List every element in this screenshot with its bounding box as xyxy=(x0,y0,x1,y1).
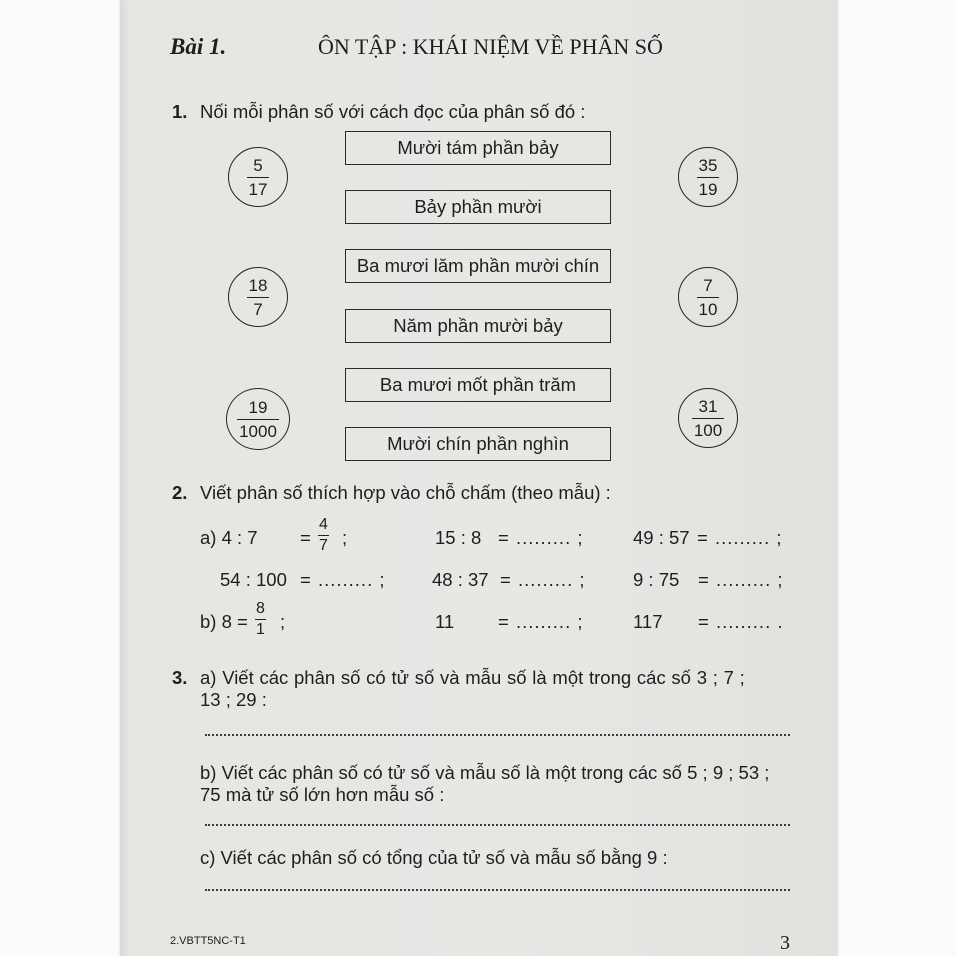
reading-box-4 xyxy=(345,309,611,343)
q2b-label: b) 8 = xyxy=(200,611,248,632)
q2-blank: = ......... ; xyxy=(300,569,386,590)
q2-blank: = ......... . xyxy=(698,611,784,632)
reading-box-6 xyxy=(345,427,611,461)
reading-text: Bảy phần mười xyxy=(414,196,542,217)
fraction-circle-left-1 xyxy=(228,147,288,207)
q3a-text-line2: 13 ; 29 : xyxy=(200,689,267,710)
reading-text: Ba mươi mốt phần trăm xyxy=(379,374,577,395)
q1-number: 1. xyxy=(172,101,188,122)
q2-expr: 48 : 37 xyxy=(432,569,489,590)
q2b-example-fraction xyxy=(255,600,266,639)
reading-text: Mười tám phần bảy xyxy=(397,137,559,158)
denominator: 100 xyxy=(692,418,724,440)
q3b-text-line1: b) Viết các phân số có tử số và mẫu số là một trong các số 5 ; 9 ; 53 ; xyxy=(200,762,770,783)
q2-blank: = ......... ; xyxy=(698,569,784,590)
q2-expr: 11 xyxy=(435,611,455,632)
fraction xyxy=(237,398,279,441)
q2a-example-fraction xyxy=(318,516,329,555)
q2-expr: 49 : 57 xyxy=(633,527,690,548)
numerator: 35 xyxy=(698,155,718,175)
q2-expr: 9 : 75 xyxy=(633,569,680,590)
q2-blank: = ......... ; xyxy=(498,611,584,632)
q3c-answer-line xyxy=(205,889,790,891)
fraction-circle-left-3 xyxy=(226,388,290,450)
numerator: 31 xyxy=(698,396,718,416)
reading-text: Mười chín phần nghìn xyxy=(387,433,569,454)
fraction-circle-right-1 xyxy=(678,147,738,207)
denominator: 19 xyxy=(697,177,720,199)
lesson-title: ÔN TẬP : KHÁI NIỆM VỀ PHÂN SỐ xyxy=(318,34,663,59)
fraction-circle-right-3 xyxy=(678,388,738,448)
reading-box-2 xyxy=(345,190,611,224)
book-code: 2.VBTT5NC-T1 xyxy=(170,935,246,947)
q3a-text-line1: a) Viết các phân số có tử số và mẫu số là một trong các số 3 ; 7 ; xyxy=(200,667,745,688)
numerator: 18 xyxy=(248,275,268,295)
numerator: 5 xyxy=(253,155,263,175)
denominator: 10 xyxy=(697,297,720,319)
denominator: 1000 xyxy=(237,419,279,441)
numerator: 19 xyxy=(248,397,268,417)
numerator: 7 xyxy=(703,275,713,295)
reading-box-3 xyxy=(345,249,611,283)
fraction xyxy=(697,156,720,199)
numerator: 4 xyxy=(319,516,328,533)
lesson-number: Bài 1. xyxy=(170,34,227,59)
q3b-answer-line xyxy=(205,824,790,826)
q2a-equals: = xyxy=(300,527,311,548)
fraction xyxy=(692,397,724,440)
reading-box-1 xyxy=(345,131,611,165)
fraction xyxy=(247,156,270,199)
q1-prompt: Nối mỗi phân số với cách đọc của phân số đó : xyxy=(200,101,586,122)
denominator: 7 xyxy=(247,297,270,319)
denominator: 17 xyxy=(247,177,270,199)
fraction-circle-right-2 xyxy=(678,267,738,327)
fraction-circle-left-2 xyxy=(228,267,288,327)
q3-number: 3. xyxy=(172,667,188,688)
q2-expr: 117 xyxy=(633,611,663,632)
denominator: 1 xyxy=(256,621,265,638)
q2-expr: 54 : 100 xyxy=(220,569,287,590)
q2-blank: = ......... ; xyxy=(500,569,586,590)
q2-blank: = ......... ; xyxy=(498,527,584,548)
reading-text: Ba mươi lăm phần mười chín xyxy=(356,255,600,276)
q3c-text: c) Viết các phân số có tổng của tử số và mẫu số bằng 9 : xyxy=(200,847,668,868)
fraction xyxy=(697,276,720,319)
reading-text: Năm phần mười bảy xyxy=(393,315,563,336)
q3a-answer-line xyxy=(205,734,790,736)
numerator: 8 xyxy=(256,600,265,617)
fraction xyxy=(247,276,270,319)
q2-prompt: Viết phân số thích hợp vào chỗ chấm (theo mẫu) : xyxy=(200,482,611,503)
denominator: 7 xyxy=(319,537,328,554)
q2-blank: = ......... ; xyxy=(697,527,783,548)
q3b-text-line2: 75 mà tử số lớn hơn mẫu số : xyxy=(200,784,445,805)
q2a-semicolon: ; xyxy=(342,527,348,548)
q2-number: 2. xyxy=(172,482,188,503)
q2a-label: a) 4 : 7 xyxy=(200,527,258,548)
q2b-semicolon: ; xyxy=(280,611,286,632)
q2-expr: 15 : 8 xyxy=(435,527,482,548)
page-number: 3 xyxy=(780,932,790,954)
reading-box-5 xyxy=(345,368,611,402)
